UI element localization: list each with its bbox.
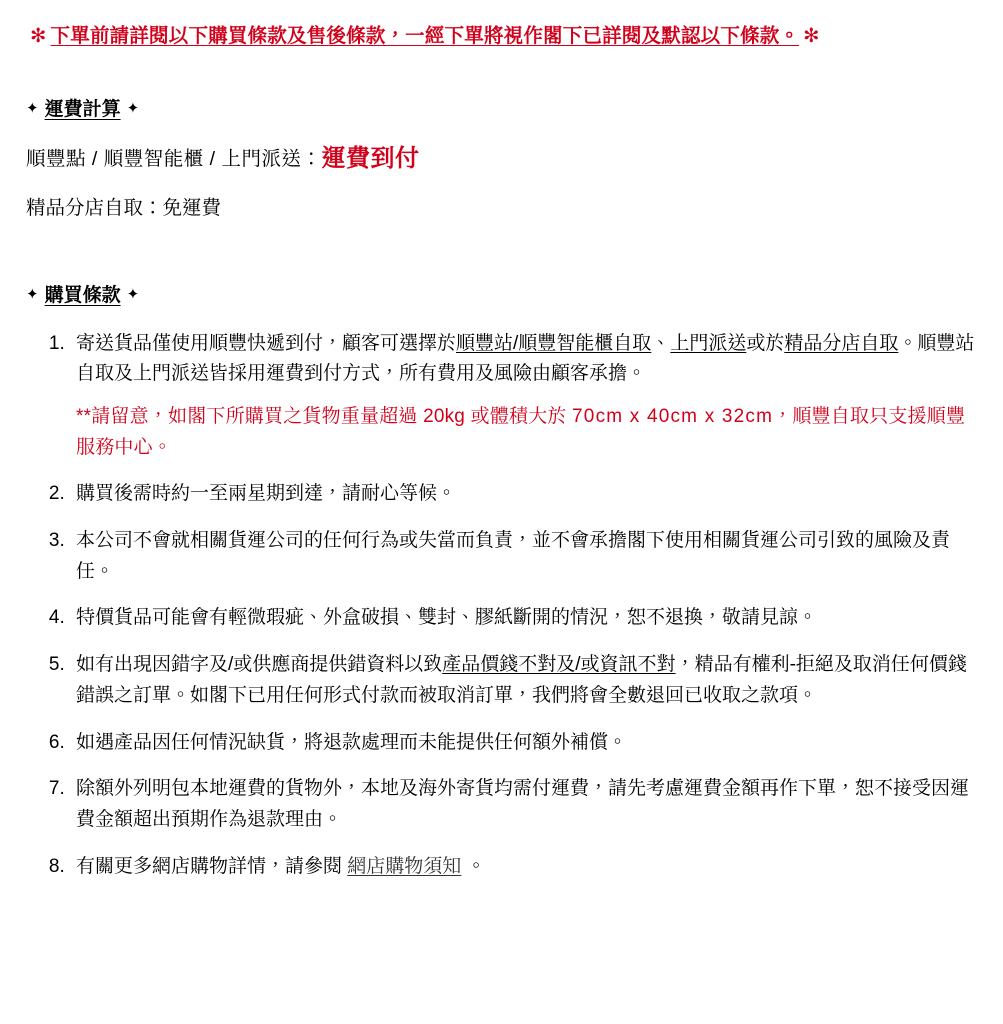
terms-item-8	[70, 852, 977, 883]
shopping-guide-link[interactable]: 網店購物須知	[347, 855, 462, 877]
red-note-part2: ，順豐自取只支援順豐服務中心。	[76, 406, 966, 458]
shipping-option-store-pickup: 精品分店自取：免運費	[26, 197, 222, 220]
diamond-icon-left: ✦	[26, 285, 39, 303]
terms-item-1-underline-1: 順豐站/順豐智能櫃自取	[456, 332, 652, 354]
shipping-heading-text: 運費計算	[44, 99, 121, 120]
terms-item-3: 3. 本公司不會就相關貨運公司的任何行為或失當而負責，並不會承擔閣下使用相關貨運公司引致的風險及責任。	[70, 526, 977, 588]
star-decoration-right: ✻	[803, 25, 820, 47]
shipping-fee-collect-value: 運費到付	[321, 145, 420, 172]
diamond-icon-right: ✦	[126, 100, 140, 117]
terms-item-5-underline-1: 產品價錢不對及/或資訊不對	[442, 654, 676, 676]
terms-item-5-part2: ，精品有權利-拒絕及取消任何價錢錯誤之訂單。如閣下已用任何形式付款而被取消訂單，我們將會全數退回已收取之款項。	[76, 654, 967, 706]
terms-item-1-red-note	[76, 402, 977, 463]
terms-item-1-underline-3: 精品分店自取	[784, 332, 899, 354]
terms-item-4: 4. 特價貨品可能會有輕微瑕疵、外盒破損、雙封、膠紙斷開的情況，恕不退換，敬請見諒。	[70, 603, 977, 634]
terms-item-8-part2: 。	[461, 855, 486, 877]
terms-item-1-part3: 或於	[746, 332, 785, 354]
terms-section-heading-wrap	[26, 280, 977, 307]
terms-item-8-part1: 有關更多網店購物詳情，請參閱	[76, 855, 348, 877]
terms-item-7: 7. 除額外列明包本地運費的貨物外，本地及海外寄貨均需付運費，請先考慮運費金額再作下單，恕不接受因運費金額超出預期作為退款理由。	[70, 774, 977, 836]
terms-item-6: 6. 如遇產品因任何情況缺貨，將退款處理而未能提供任何額外補償。	[70, 728, 977, 759]
terms-item-5	[70, 650, 977, 712]
terms-item-1-part2: 、	[651, 332, 671, 354]
diamond-icon-left: ✦	[26, 100, 39, 117]
terms-item-5-part1: 如有出現因錯字及/或供應商提供錯資料以致	[76, 654, 443, 676]
terms-heading-text: 購買條款	[44, 284, 121, 306]
terms-item-1-underline-2: 上門派送	[670, 332, 747, 354]
terms-list	[26, 329, 977, 883]
shipping-option-delivery-label: 順豐點 / 順豐智能櫃 / 上門派送：	[26, 148, 322, 170]
star-decoration-left: ✻	[30, 25, 47, 47]
terms-section-heading	[26, 280, 139, 307]
shipping-section-heading-wrap	[26, 94, 977, 121]
terms-item-2: 2. 購買後需時約一至兩星期到達，請耐心等候。	[70, 479, 977, 510]
terms-item-1-part1: 寄送貨品僅使用順豐快遞到付，顧客可選擇於	[76, 332, 457, 354]
terms-item-1-part4: 。順豐站自取及上門派送皆採用運費到付方式，所有費用及風險由顧客承擔。	[76, 332, 975, 385]
shipping-section-heading	[26, 94, 139, 121]
red-note-part1: **請留意，如閣下所購買之貨物重量超過 20kg 或體積大於	[76, 406, 573, 428]
diamond-icon-right: ✦	[126, 285, 140, 303]
shipping-option-delivery	[26, 143, 977, 175]
terms-item-1	[70, 329, 977, 463]
purchase-notice-banner	[26, 20, 977, 48]
red-note-dimensions: 70cm x 40cm x 32cm	[572, 406, 774, 428]
purchase-notice-text: 下單前請詳閱以下購買條款及售後條款，一經下單將視作閣下已詳閱及默認以下條款。	[50, 25, 800, 47]
